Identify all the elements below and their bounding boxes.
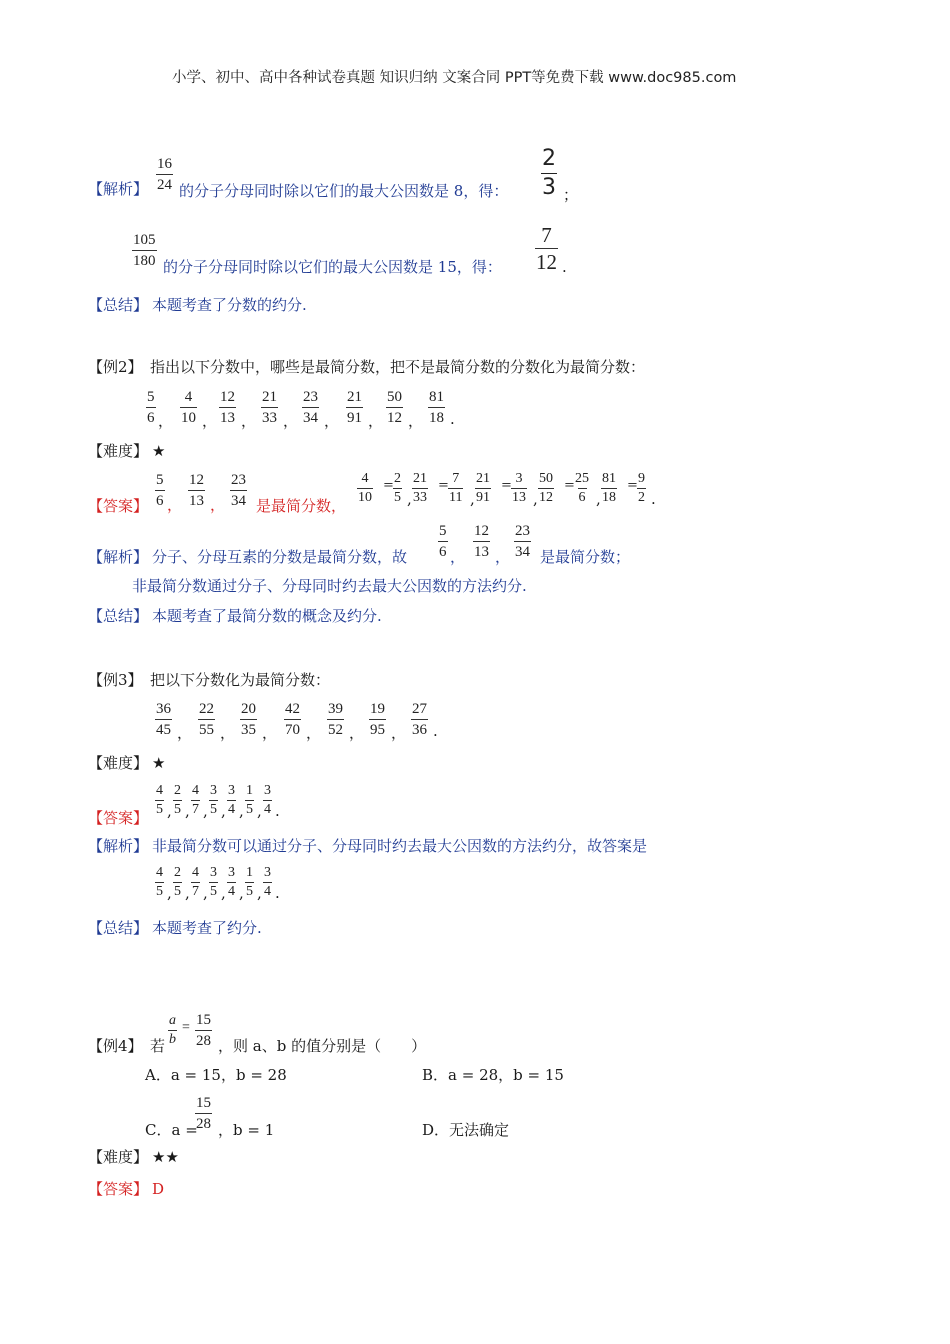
fraction: 20 35 <box>241 701 256 738</box>
punctuation: ， <box>306 724 322 742</box>
tag-analysis: 【解析】 <box>88 548 149 566</box>
tag-summary: 【总结】 <box>88 607 149 625</box>
analysis-text: 分子、分母互素的分数是最简分数，故 <box>152 548 408 566</box>
punctuation: , <box>221 884 226 902</box>
fraction: 12 13 <box>474 523 489 560</box>
fraction: 3 4 <box>228 783 235 817</box>
analysis-text: 非最简分数通过分子、分母同时约去最大公因数的方法约分. <box>132 577 527 595</box>
fraction: 4 7 <box>192 865 199 899</box>
fraction: 15 28 <box>196 1012 211 1049</box>
example-3-question: 把以下分数化为最简分数： <box>150 671 331 689</box>
summary-text: 本题考查了分数的约分. <box>152 296 307 314</box>
fraction: 1 5 <box>246 865 253 899</box>
example-4-tag: 【例4】 <box>88 1037 143 1055</box>
fraction: 4 5 <box>156 865 163 899</box>
punctuation: ， <box>495 548 511 566</box>
punctuation: ， <box>177 724 193 742</box>
fraction: 50 12 <box>387 389 402 426</box>
fraction: 12 13 <box>189 472 204 509</box>
punctuation: , <box>533 490 538 508</box>
fraction: 5 6 <box>147 389 155 426</box>
analysis-text: 是最简分数； <box>540 548 631 566</box>
equals-sign: = <box>182 1020 190 1035</box>
fraction: 3 5 <box>210 783 217 817</box>
punctuation: , <box>407 490 412 508</box>
punctuation: , <box>167 802 172 820</box>
fraction: 42 70 <box>285 701 300 738</box>
punctuation: , <box>167 884 172 902</box>
punctuation: ， <box>368 412 384 430</box>
fraction: 21 33 <box>262 389 277 426</box>
tag-answer: 【答案】 <box>88 809 149 827</box>
punctuation: ， <box>349 724 365 742</box>
fraction: 19 95 <box>370 701 385 738</box>
equals-sign: = <box>383 478 394 493</box>
punctuation: , <box>239 802 244 820</box>
punctuation: . <box>433 722 438 740</box>
fraction: 81 18 <box>429 389 444 426</box>
result-fraction: 7 12 <box>536 223 557 274</box>
punctuation: , <box>203 802 208 820</box>
fraction: 105 180 <box>133 232 156 269</box>
fraction: 25 6 <box>575 471 589 505</box>
fraction: 81 18 <box>602 471 616 505</box>
fraction: 27 36 <box>412 701 427 738</box>
punctuation: . <box>275 802 280 820</box>
punctuation: ， <box>167 496 183 514</box>
option-b[interactable]: B．a = 28，b = 15 <box>422 1066 564 1084</box>
punctuation: ， <box>220 724 236 742</box>
punctuation: , <box>470 490 475 508</box>
example-2-tag: 【例2】 <box>88 358 143 376</box>
difficulty-stars: ★ <box>152 754 166 772</box>
fraction: 22 55 <box>199 701 214 738</box>
fraction: 2 5 <box>174 783 181 817</box>
difficulty-stars: ★★ <box>152 1148 179 1166</box>
page-header: 小学、初中、高中各种试卷真题 知识归纳 文案合同 PPT等免费下载 www.doc985.com <box>172 70 737 86</box>
fraction: 7 11 <box>449 471 463 505</box>
fraction: 9 2 <box>638 471 645 505</box>
option-c-suffix: ，b = 1 <box>218 1121 275 1139</box>
punctuation: ， <box>241 412 257 430</box>
punctuation: , <box>185 884 190 902</box>
fraction: 2 5 <box>394 471 401 505</box>
fraction: 39 52 <box>328 701 343 738</box>
tag-analysis: 【解析】 <box>88 837 149 855</box>
fraction: 15 28 <box>196 1095 211 1132</box>
answer-text: 是最简分数， <box>256 497 347 515</box>
punctuation: . <box>450 410 455 428</box>
fraction: 5 6 <box>439 523 447 560</box>
fraction: 23 34 <box>303 389 318 426</box>
fraction: 3 4 <box>264 865 271 899</box>
punctuation: . <box>275 884 280 902</box>
punctuation: , <box>596 490 601 508</box>
fraction: 21 33 <box>413 471 427 505</box>
fraction-a-over-b: a b <box>169 1013 176 1047</box>
summary-text: 本题考查了约分. <box>152 919 262 937</box>
equals-sign: = <box>627 478 638 493</box>
punctuation: ， <box>283 412 299 430</box>
fraction: 3 5 <box>210 865 217 899</box>
fraction: 50 12 <box>539 471 553 505</box>
fraction: 2 5 <box>174 865 181 899</box>
fraction: 21 91 <box>347 389 362 426</box>
summary-text: 本题考查了最简分数的概念及约分. <box>152 607 382 625</box>
punctuation: , <box>185 802 190 820</box>
difficulty-stars: ★ <box>152 442 166 460</box>
fraction: 23 34 <box>515 523 530 560</box>
fraction: 3 4 <box>228 865 235 899</box>
example-4-prefix: 若 <box>150 1037 166 1055</box>
fraction: 4 10 <box>358 471 372 505</box>
equals-sign: = <box>564 478 575 493</box>
fraction: 21 91 <box>476 471 490 505</box>
punctuation: ， <box>450 548 466 566</box>
fraction: 3 4 <box>264 783 271 817</box>
punctuation: . <box>562 258 567 276</box>
punctuation: ， <box>408 412 424 430</box>
punctuation: ， <box>210 496 226 514</box>
option-c[interactable]: C．a = <box>145 1121 198 1139</box>
punctuation: ； <box>563 186 579 204</box>
option-d[interactable]: D．无法确定 <box>422 1121 510 1139</box>
fraction: 4 7 <box>192 783 199 817</box>
example-4-question: ，则 a、b 的值分别是（ ） <box>218 1037 427 1055</box>
tag-summary: 【总结】 <box>88 296 149 314</box>
equals-sign: = <box>438 478 449 493</box>
punctuation: ， <box>324 412 340 430</box>
fraction: 1 5 <box>246 783 253 817</box>
fraction: 4 5 <box>156 783 163 817</box>
example-2-question: 指出以下分数中，哪些是最简分数，把不是最简分数的分数化为最简分数： <box>150 358 646 376</box>
fraction: 12 13 <box>220 389 235 426</box>
tag-difficulty: 【难度】 <box>88 754 149 772</box>
fraction: 5 6 <box>156 472 164 509</box>
example-3-tag: 【例3】 <box>88 671 143 689</box>
fraction: 36 45 <box>156 701 171 738</box>
punctuation: ， <box>262 724 278 742</box>
tag-analysis: 【解析】 <box>88 180 149 198</box>
punctuation: . <box>651 490 656 508</box>
punctuation: , <box>257 802 262 820</box>
answer-value: D <box>152 1180 165 1198</box>
tag-answer: 【答案】 <box>88 497 149 515</box>
fraction: 16 24 <box>157 156 172 193</box>
tag-difficulty: 【难度】 <box>88 1148 149 1166</box>
punctuation: ， <box>202 412 218 430</box>
analysis-text: 的分子分母同时除以它们的最大公因数是 8，得： <box>179 182 509 200</box>
punctuation: , <box>221 802 226 820</box>
fraction: 3 13 <box>512 471 526 505</box>
punctuation: , <box>203 884 208 902</box>
fraction: 23 34 <box>231 472 246 509</box>
tag-answer: 【答案】 <box>88 1180 149 1198</box>
punctuation: ， <box>391 724 407 742</box>
punctuation: , <box>239 884 244 902</box>
result-fraction: 2 3 <box>542 146 556 200</box>
punctuation: ， <box>158 412 174 430</box>
analysis-text: 非最简分数可以通过分子、分母同时约去最大公因数的方法约分，故答案是 <box>152 837 648 855</box>
tag-difficulty: 【难度】 <box>88 442 149 460</box>
tag-summary: 【总结】 <box>88 919 149 937</box>
option-a[interactable]: A．a = 15，b = 28 <box>145 1066 287 1084</box>
equals-sign: = <box>501 478 512 493</box>
fraction: 4 10 <box>181 389 196 426</box>
punctuation: , <box>257 884 262 902</box>
analysis-text: 的分子分母同时除以它们的最大公因数是 15，得： <box>163 258 502 276</box>
